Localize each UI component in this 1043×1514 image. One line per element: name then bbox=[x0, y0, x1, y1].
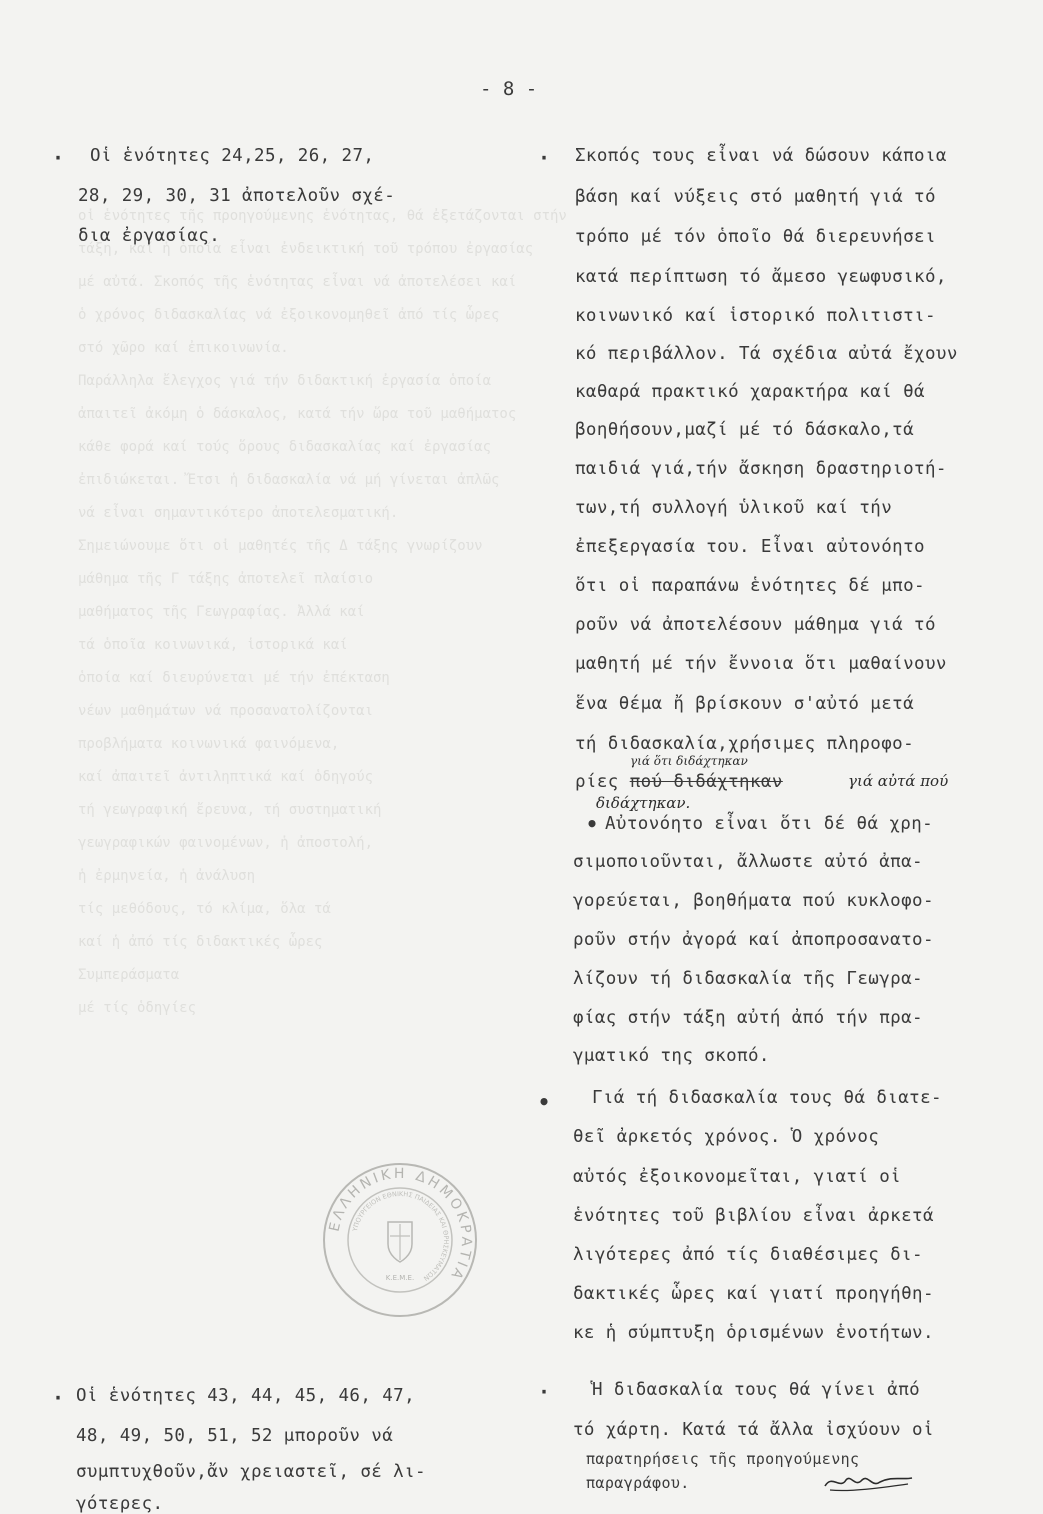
right-p3-line: αὐτός ἐξοικονομεῖται, γιατί οἱ bbox=[573, 1167, 902, 1187]
right-p3-line: θεῖ ἀρκετός χρόνος. Ὁ χρόνος bbox=[573, 1127, 880, 1147]
show-through-line: ἐπιδιώκεται. Ἔτσι ἡ διδασκαλία νά μή γίνεται ἀπλῶς bbox=[78, 472, 500, 488]
show-through-line: ἀπαιτεῖ ἀκόμη ὁ δάσκαλος, κατά τήν ὥρα τοῦ μαθήματος bbox=[78, 406, 517, 422]
right-p1-line: κοινωνικό καί ἱστορικό πολιτιστι- bbox=[575, 306, 936, 326]
show-through-line: ὁ χρόνος διδασκαλίας νά ἐξοικονομηθεῖ ἀπό τίς ὧρες bbox=[78, 307, 500, 323]
bullet-marker: · bbox=[52, 146, 65, 170]
bullet-marker: · bbox=[52, 1386, 65, 1410]
right-p1-line: βοηθήσουν,μαζί μέ τό δάσκαλο,τά bbox=[575, 420, 915, 440]
bullet-marker: · bbox=[538, 146, 551, 170]
right-p1-line: ἐπεξεργασία του. Εἶναι αὐτονόητο bbox=[575, 537, 925, 557]
show-through-line: μάθημα τῆς Γ τάξης ἀποτελεῖ πλαίσιο bbox=[78, 571, 374, 587]
line-prefix: ρίες bbox=[575, 772, 630, 792]
left-block1-line: Οἱ ἑνότητες 24,25, 26, 27, bbox=[90, 146, 375, 166]
right-p1-line: κατά περίπτωση τό ἄμεσο γεωφυσικό, bbox=[575, 267, 947, 287]
left-block2-line: 48, 49, 50, 51, 52 μποροῦν νά bbox=[76, 1426, 394, 1446]
official-stamp bbox=[320, 1160, 480, 1320]
bullet-marker: • bbox=[538, 1090, 551, 1114]
show-through-line: καί ἡ ἀπό τίς διδακτικές ὧρες bbox=[78, 934, 323, 950]
right-p1-line: ἕνα θέμα ἤ βρίσκουν σ'αὐτό μετά bbox=[575, 694, 915, 714]
right-p4-line: τό χάρτη. Κατά τά ἄλλα ἰσχύουν οἱ bbox=[573, 1420, 934, 1440]
show-through-line: ὁποία καί διευρύνεται μέ τήν ἐπέκταση bbox=[78, 670, 390, 686]
right-p3-line: κε ἡ σύμπτυξη ὁρισμένων ἑνοτήτων. bbox=[573, 1323, 934, 1343]
right-p1-line: ροῦν νά ἀποτελέσουν μάθημα γιά τό bbox=[575, 615, 936, 635]
left-block2-line: γότερες. bbox=[76, 1494, 164, 1514]
left-block1-line: 28, 29, 30, 31 ἀποτελοῦν σχέ- bbox=[78, 186, 396, 206]
show-through-line: καί ἀπαιτεῖ ἀντιληπτικά καί ὁδηγούς bbox=[78, 769, 374, 785]
right-p1-line: των,τή συλλογή ὑλικοῦ καί τήν bbox=[575, 498, 893, 518]
bullet-marker: · bbox=[538, 1380, 551, 1404]
right-p1-line: τρόπο μέ τόν ὁποῖο θά διερευνήσει bbox=[575, 227, 936, 247]
show-through-line: τά ὁποῖα κοινωνικά, ἱστορικά καί bbox=[78, 637, 348, 653]
right-p4-line: παρατηρήσεις τῆς προηγούμενης bbox=[586, 1450, 860, 1468]
show-through-line: κάθε φορά καί τούς ὅρους διδασκαλίας καί ἐργασίας bbox=[78, 439, 492, 455]
show-through-line: Παράλληλα ἔλεγχος γιά τήν διδακτική ἐργασία ὁποία bbox=[78, 373, 492, 389]
bullet-marker: • bbox=[586, 812, 599, 836]
show-through-line: τάξη, καί ἡ ὁποία εἶναι ἐνδεικτική τοῦ τρόπου ἐργασίας bbox=[78, 241, 534, 257]
show-through-line: ἡ ἐρμηνεία, ἡ ἀνάλυση bbox=[78, 868, 256, 884]
handwritten-correction: γιά ὅτι διδάχτηκαν bbox=[630, 754, 748, 768]
right-p1-line: βάση καί νύξεις στό μαθητή γιά τό bbox=[575, 187, 936, 207]
right-p2-line: σιμοποιοῦνται, ἄλλωστε αὐτό ἀπα- bbox=[573, 852, 923, 872]
right-p1-line: μαθητή μέ τήν ἔννοια ὅτι μαθαίνουν bbox=[575, 654, 947, 674]
right-p1-line: Σκοπός τους εἶναι νά δώσουν κάποια bbox=[575, 146, 947, 166]
left-block1-line: δια ἐργασίας. bbox=[78, 226, 221, 246]
show-through-line: Συμπεράσματα bbox=[78, 967, 180, 983]
right-p2-line: ροῦν στήν ἀγορά καί ἀποπροσανατο- bbox=[573, 930, 934, 950]
show-through-line: νέων μαθημάτων νά προσανατολίζονται bbox=[78, 703, 374, 719]
stamp-bottom-text: Κ.Ε.Μ.Ε. bbox=[385, 1274, 415, 1282]
show-through-line: μέ αὐτά. Σκοπός τῆς ἑνότητας εἶναι νά ἀποτελέσει καί bbox=[78, 274, 517, 290]
stamp-inner-text: ΥΠΟΥΡΓΕΙΟΝ ΕΘΝΙΚΗΣ ΠΑΙΔΕΙΑΣ ΚΑΙ ΘΡΗΣΚΕΥΜΑΤΩΝ bbox=[350, 1189, 451, 1283]
right-p4-line: Ἡ διδασκαλία τους θά γίνει ἀπό bbox=[592, 1380, 921, 1400]
right-p1-last-line bbox=[575, 772, 783, 792]
show-through-line: τή γεωγραφική ἔρευνα, τή συστηματική bbox=[78, 802, 382, 818]
right-p4-line: παραγράφου. bbox=[586, 1474, 690, 1492]
right-p1-line: τή διδασκαλία,χρήσιμες πληροφο- bbox=[575, 734, 915, 754]
right-p1-line: κό περιβάλλον. Τά σχέδια αὐτά ἔχουν bbox=[575, 344, 958, 364]
right-p2-line: γορεύεται, βοηθήματα πού κυκλοφο- bbox=[573, 891, 934, 911]
stamp-outer-text: ΕΛΛΗΝΙΚΗ ΔΗΜΟΚΡΑΤΙΑ bbox=[326, 1165, 475, 1285]
right-p2-line: Αὐτονόητο εἶναι ὅτι δέ θά χρη- bbox=[605, 814, 934, 834]
right-p2-line: λίζουν τή διδασκαλία τῆς Γεωγρα- bbox=[573, 969, 923, 989]
right-p2-line: φίας στήν τάξη αὐτή ἀπό τήν πρα- bbox=[573, 1008, 923, 1028]
signature-scribble bbox=[820, 1470, 915, 1496]
show-through-line: οἱ ἑνότητες τῆς προηγούμενης ἑνότητας, θά ἐξετάζονται στήν bbox=[78, 208, 567, 224]
left-block2-line: Οἱ ἑνότητες 43, 44, 45, 46, 47, bbox=[76, 1386, 416, 1406]
right-p3-line: δακτικές ὧρες καί γιατί προηγήθη- bbox=[573, 1284, 934, 1304]
show-through-line: γεωγραφικών φαινομένων, ἡ ἀποστολή, bbox=[78, 835, 374, 851]
right-p3-line: λιγότερες ἀπό τίς διαθέσιμες δι- bbox=[573, 1245, 923, 1265]
right-p3-line: Γιά τή διδασκαλία τους θά διατε- bbox=[592, 1088, 942, 1108]
show-through-line: μαθήματος τῆς Γεωγραφίας. Ἀλλά καί bbox=[78, 604, 365, 620]
show-through-line: προβλήματα κοινωνικά φαινόμενα, bbox=[78, 736, 340, 752]
struck-text: πού διδάχτηκαν bbox=[629, 772, 783, 792]
handwritten-correction: διδάχτηκαν. bbox=[596, 794, 691, 812]
right-p3-line: ἑνότητες τοῦ βιβλίου εἶναι ἀρκετά bbox=[573, 1206, 934, 1226]
show-through-line: νά εἶναι σημαντικότερο ἀποτελεσματική. bbox=[78, 505, 399, 521]
page-number: - 8 - bbox=[480, 78, 538, 100]
show-through-line: τίς μεθόδους, τό κλίμα, ὅλα τά bbox=[78, 901, 331, 917]
show-through-line: στό χῶρο καί ἐπικοινωνία. bbox=[78, 340, 289, 356]
right-p1-line: καθαρά πρακτικό χαρακτήρα καί θά bbox=[575, 382, 925, 402]
show-through-line: μέ τίς ὁδηγίες bbox=[78, 1000, 197, 1016]
handwritten-correction: γιά αὐτά πού bbox=[848, 772, 949, 790]
left-block2-line: συμπτυχθοῦν,ἄν χρειαστεῖ, σέ λι- bbox=[76, 1462, 426, 1482]
show-through-line: Σημειώνουμε ὅτι οἱ μαθητές τῆς Δ τάξης γνωρίζουν bbox=[78, 538, 483, 554]
right-p1-line: παιδιά γιά,τήν ἄσκηση δραστηριοτή- bbox=[575, 459, 947, 479]
right-p1-line: ὅτι οἱ παραπάνω ἑνότητες δέ μπο- bbox=[575, 576, 925, 596]
right-p2-line: γματικό της σκοπό. bbox=[573, 1046, 770, 1066]
